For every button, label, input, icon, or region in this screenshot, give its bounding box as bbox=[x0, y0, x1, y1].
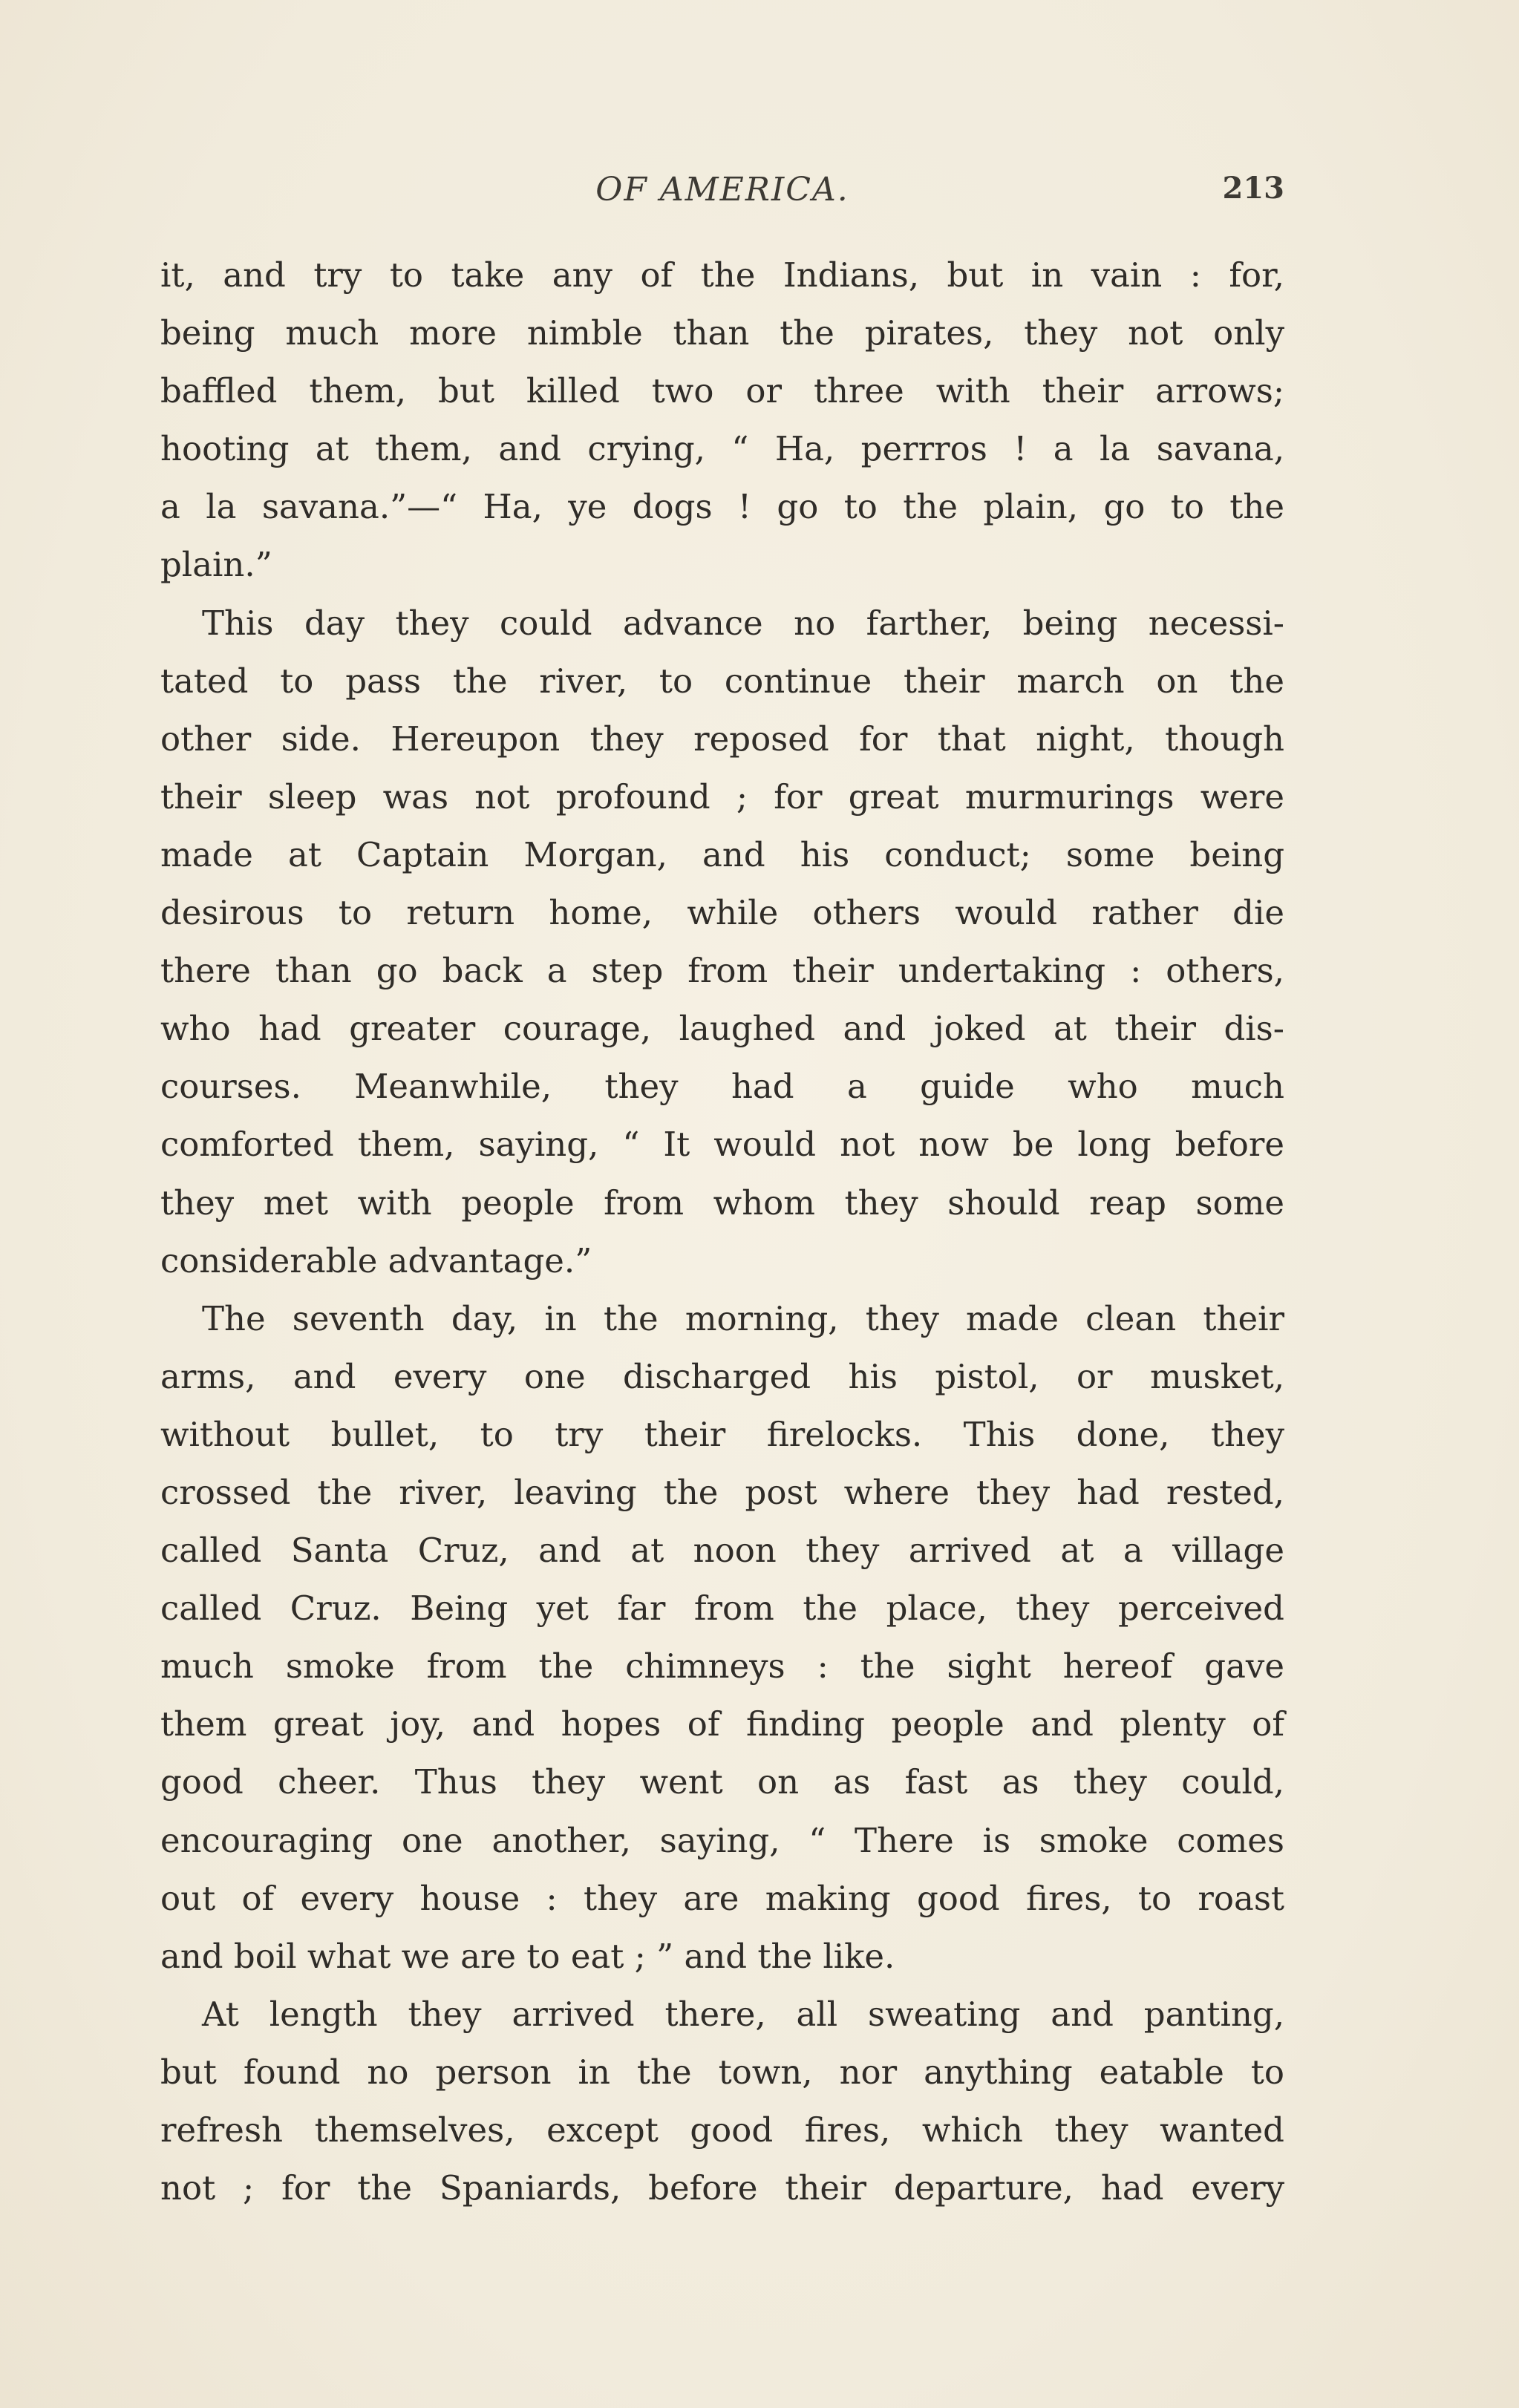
text-line: hooting at them, and crying, “ Ha, perrros ! a la savana, bbox=[160, 429, 1284, 469]
running-title: OF AMERICA. bbox=[595, 171, 849, 209]
text-line: there than go back a step from their undertaking : others, bbox=[160, 951, 1284, 991]
body-text bbox=[160, 246, 1284, 2217]
text-line: This day they could advance no farther, being necessi- bbox=[202, 603, 1284, 643]
text-line: The seventh day, in the morning, they made clean their bbox=[202, 1298, 1284, 1338]
text-line: their sleep was not profound ; for great murmurings were bbox=[160, 776, 1284, 817]
text-line: desirous to return home, while others would rather die bbox=[160, 893, 1284, 933]
text-line: a la savana.”—“ Ha, ye dogs ! go to the plain, go to the bbox=[160, 487, 1284, 527]
text-line: called Cruz. Being yet far from the place, they perceived bbox=[160, 1589, 1284, 1629]
page-number: 213 bbox=[1222, 171, 1284, 206]
text-line: At length they arrived there, all sweating and panting, bbox=[202, 1994, 1284, 2034]
text-line: not ; for the Spaniards, before their departure, had every bbox=[160, 2168, 1284, 2208]
paragraph-2 bbox=[160, 595, 1284, 1290]
text-line: tated to pass the river, to continue their march on the bbox=[160, 661, 1284, 701]
text-line: them great joy, and hopes of finding people and plenty of bbox=[160, 1704, 1284, 1744]
text-line: arms, and every one discharged his pistol, or musket, bbox=[160, 1356, 1284, 1396]
text-line: and boil what we are to eat ; ” and the like. bbox=[160, 1936, 895, 1976]
paragraph-1 bbox=[160, 246, 1284, 595]
text-line: crossed the river, leaving the post where they had rested, bbox=[160, 1472, 1284, 1512]
text-line: they met with people from whom they should reap some bbox=[160, 1182, 1284, 1223]
text-line: made at Captain Morgan, and his conduct; some being bbox=[160, 834, 1284, 874]
text-line: much smoke from the chimneys : the sight hereof gave bbox=[160, 1646, 1284, 1686]
text-line: but found no person in the town, nor anything eatable to bbox=[160, 2052, 1284, 2092]
text-line: other side. Hereupon they reposed for that night, though bbox=[160, 719, 1284, 759]
paragraph-4 bbox=[160, 1986, 1284, 2217]
text-line: plain.” bbox=[160, 545, 272, 585]
text-line: baffled them, but killed two or three with their arrows; bbox=[160, 371, 1284, 411]
text-line: good cheer. Thus they went on as fast as they could, bbox=[160, 1762, 1284, 1802]
text-line: refresh themselves, except good fires, which they wanted bbox=[160, 2110, 1284, 2150]
text-line: without bullet, to try their firelocks. This done, they bbox=[160, 1414, 1284, 1454]
text-line: comforted them, saying, “ It would not now be long before bbox=[160, 1125, 1284, 1165]
text-line: being much more nimble than the pirates, they not only bbox=[160, 313, 1284, 353]
text-line: considerable advantage.” bbox=[160, 1240, 592, 1280]
text-line: encouraging one another, saying, “ There is smoke comes bbox=[160, 1820, 1284, 1860]
text-line: called Santa Cruz, and at noon they arrived at a village bbox=[160, 1531, 1284, 1571]
text-line: courses. Meanwhile, they had a guide who much bbox=[160, 1067, 1284, 1107]
text-line: out of every house : they are making good fires, to roast bbox=[160, 1878, 1284, 1918]
text-line: it, and try to take any of the Indians, but in vain : for, bbox=[160, 255, 1284, 295]
page-header bbox=[160, 171, 1284, 223]
paragraph-3 bbox=[160, 1290, 1284, 1986]
text-line: who had greater courage, laughed and joked at their dis- bbox=[160, 1009, 1284, 1049]
